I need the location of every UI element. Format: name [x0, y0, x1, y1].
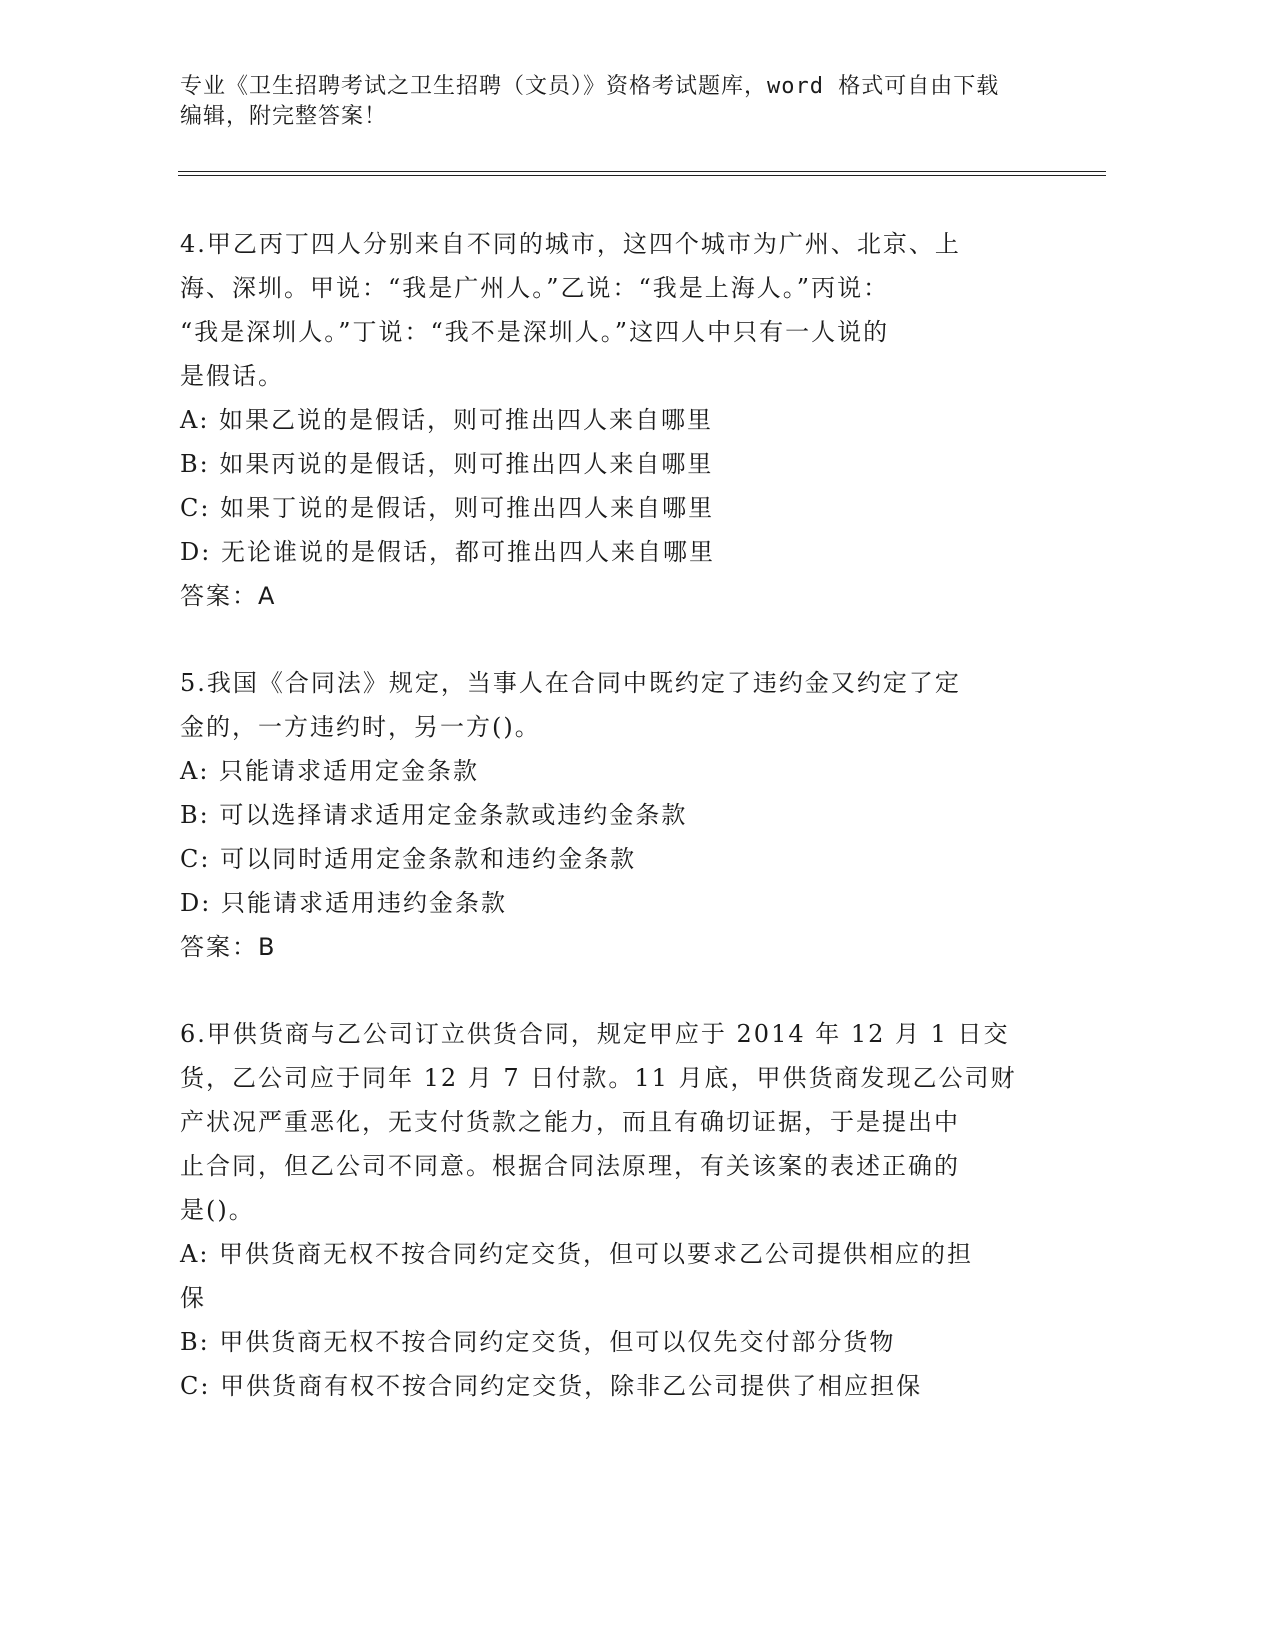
option-b: B: 甲供货商无权不按合同约定交货，但可以仅先交付部分货物: [180, 1328, 896, 1356]
header-line-1: 专业《卫生招聘考试之卫生招聘（文员）》资格考试题库，word 格式可自由下载: [180, 74, 1000, 99]
option-c: C: 可以同时适用定金条款和违约金条款: [180, 845, 637, 873]
question-stem-line: 货，乙公司应于同年 12 月 7 日付款。11 月底，甲供货商发现乙公司财: [180, 1064, 1017, 1092]
document-header: [180, 72, 1060, 132]
option-b: B: 如果丙说的是假话，则可推出四人来自哪里: [180, 450, 714, 478]
answer-label: 答案：B: [180, 933, 277, 961]
question-stem-line: 止合同，但乙公司不同意。根据合同法原理，有关该案的表述正确的: [180, 1152, 960, 1180]
header-line-2: 编辑，附完整答案！: [180, 104, 388, 129]
option-c: C: 如果丁说的是假话，则可推出四人来自哪里: [180, 494, 715, 522]
question-stem-line: 4.甲乙丙丁四人分别来自不同的城市，这四个城市为广州、北京、上: [180, 230, 961, 258]
header-divider-bottom: [178, 175, 1106, 176]
answer-label: 答案：A: [180, 582, 277, 610]
option-d: D: 只能请求适用违约金条款: [180, 889, 507, 917]
question-stem-line: 6.甲供货商与乙公司订立供货合同，规定甲应于 2014 年 12 月 1 日交: [180, 1020, 1010, 1048]
option-a: A: 只能请求适用定金条款: [180, 757, 480, 785]
question-stem-line: 5.我国《合同法》规定，当事人在合同中既约定了违约金又约定了定: [180, 669, 961, 697]
option-d: D: 无论谁说的是假话，都可推出四人来自哪里: [180, 538, 715, 566]
question-stem-line: 海、深圳。甲说：“我是广州人。”乙说：“我是上海人。”丙说：: [180, 274, 890, 302]
question-5: [180, 661, 1050, 969]
question-stem-line: 是()。: [180, 1196, 255, 1224]
option-a-continued: 保: [180, 1284, 206, 1312]
question-stem-line: “我是深圳人。”丁说：“我不是深圳人。”这四人中只有一人说的: [180, 318, 890, 346]
question-4: [180, 222, 1050, 618]
question-stem-line: 金的，一方违约时，另一方()。: [180, 713, 541, 741]
question-6: [180, 1012, 1050, 1408]
option-b: B: 可以选择请求适用定金条款或违约金条款: [180, 801, 688, 829]
question-list: [180, 222, 1050, 1408]
option-a: A: 如果乙说的是假话，则可推出四人来自哪里: [180, 406, 714, 434]
question-stem-line: 是假话。: [180, 362, 284, 390]
option-a: A: 甲供货商无权不按合同约定交货，但可以要求乙公司提供相应的担: [180, 1240, 974, 1268]
option-c: C: 甲供货商有权不按合同约定交货，除非乙公司提供了相应担保: [180, 1372, 923, 1400]
header-divider-top: [178, 171, 1106, 172]
question-stem-line: 产状况严重恶化，无支付货款之能力，而且有确切证据，于是提出中: [180, 1108, 960, 1136]
